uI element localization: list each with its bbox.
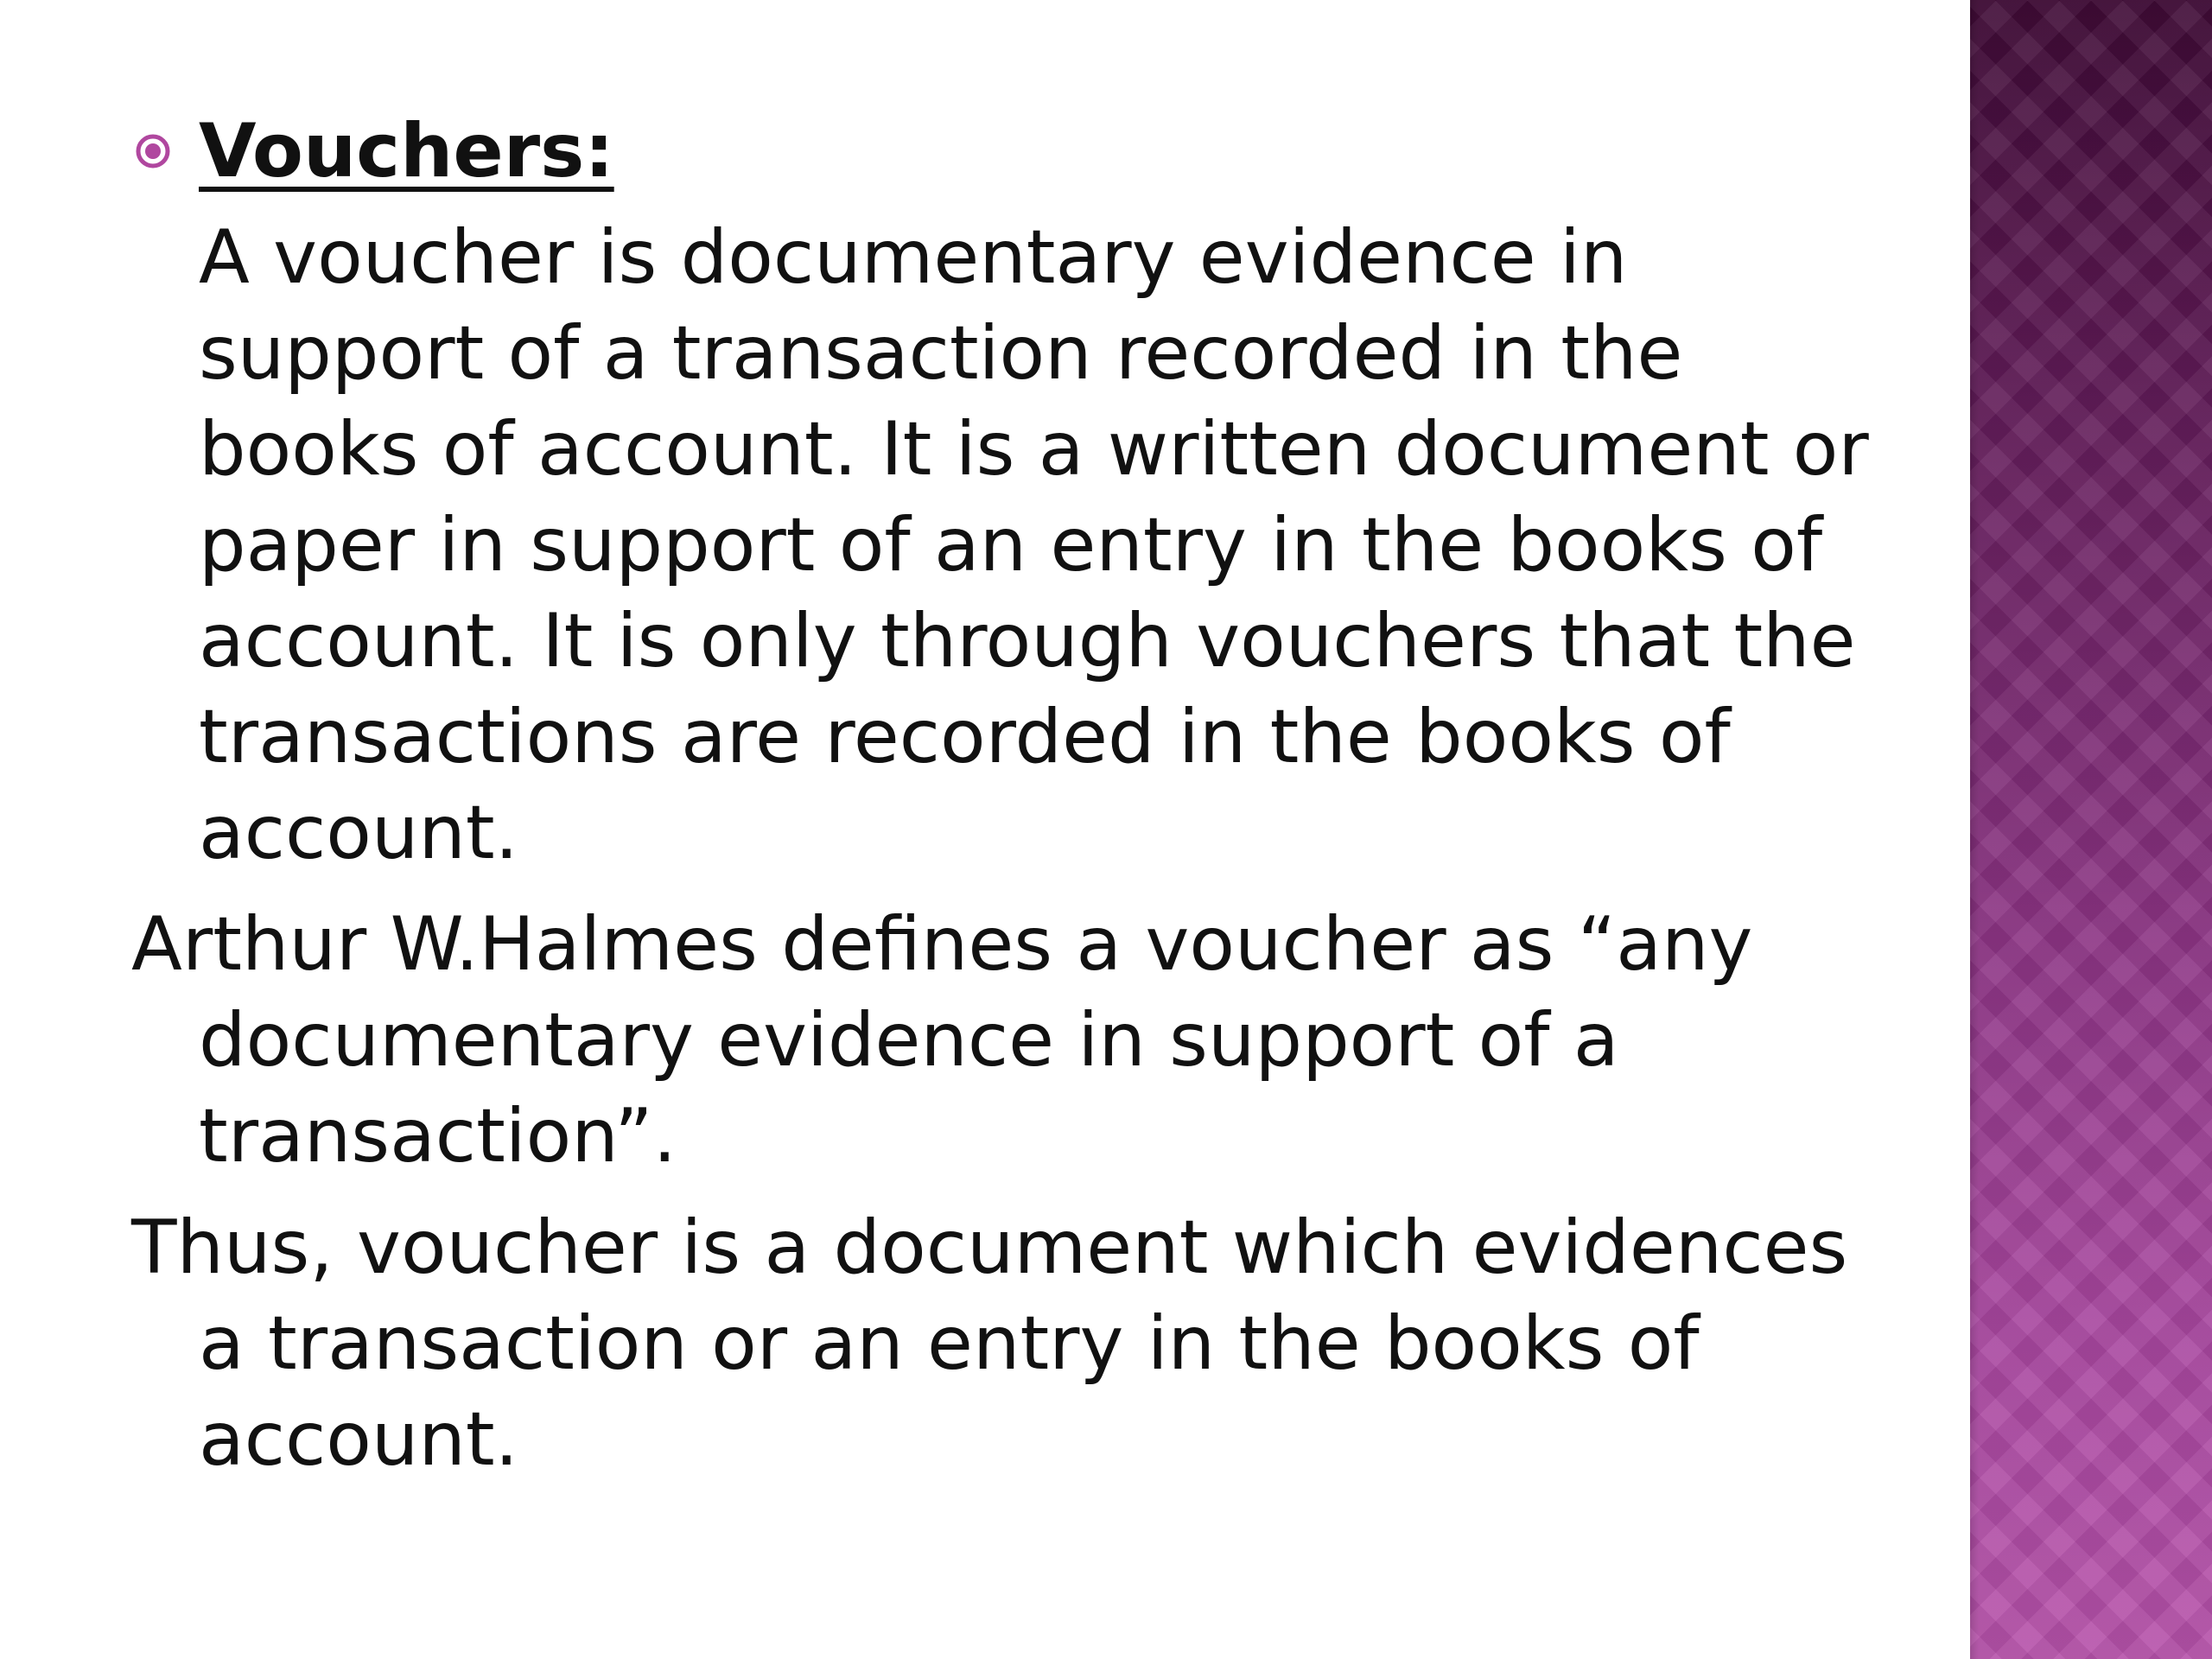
heading-row [131,104,1911,200]
quote-paragraph: Arthur W.Halmes defines a voucher as “any documentary evidence in support of a transaction”. [131,901,1753,1179]
definition-paragraph: A voucher is documentary evidence in support of a transaction recorded in the books of account. It is a written document or paper in support of an entry in the books of account. It is only through vouchers that the transactions are recorded in the books of account. [199,214,1869,876]
decorative-side-band [1970,0,2212,1659]
slide-content [131,104,1911,1503]
slide-heading: Vouchers: [199,108,614,194]
conclusion-paragraph: Thus, voucher is a document which evidences a transaction or an entry in the books of account. [131,1205,1848,1483]
circle-dot-bullet-icon [135,133,171,169]
